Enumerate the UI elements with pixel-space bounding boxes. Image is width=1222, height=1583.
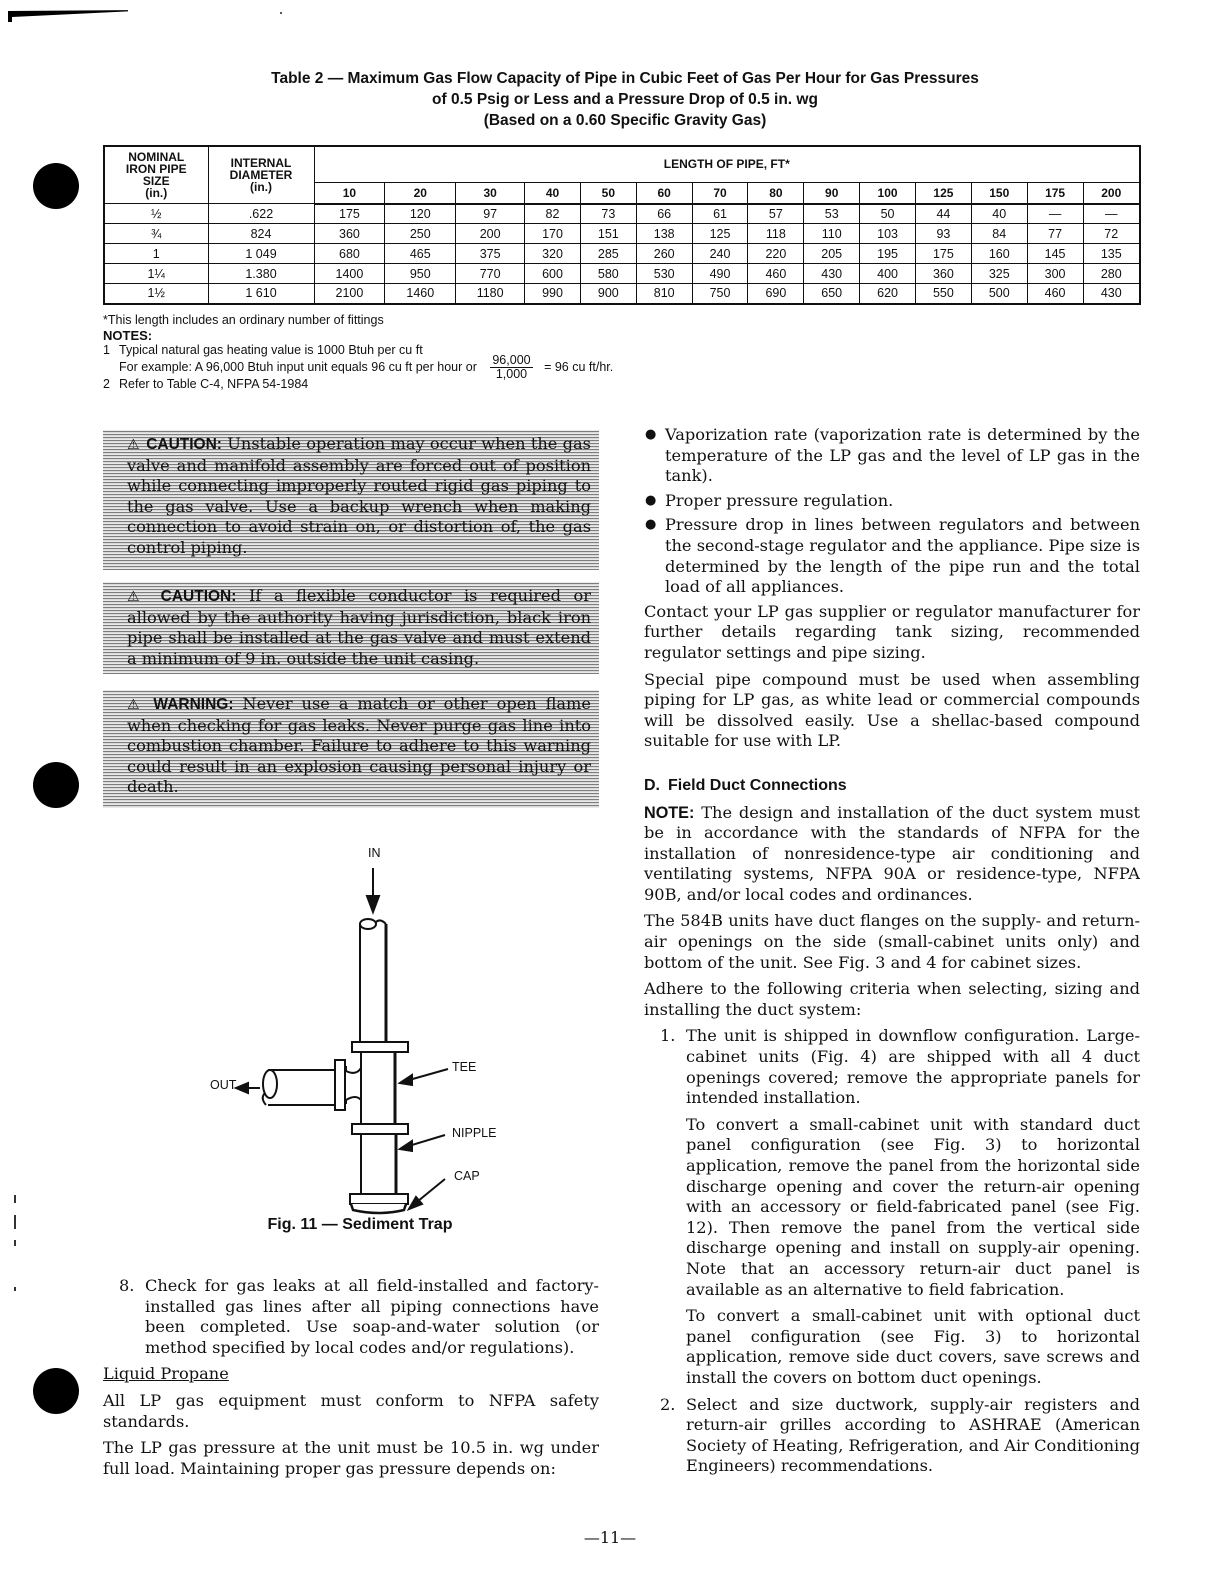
cell-capacity: 73 [580, 204, 636, 224]
header-diameter-line: INTERNAL [230, 156, 292, 170]
bullet-icon: ● [645, 517, 657, 533]
criteria-item-1 [644, 1026, 1140, 1388]
contact-paragraph: Contact your LP gas supplier or regulator manufacturer for further details regarding tank sizing, recommended regulator settings and pipe sizing. [644, 601, 1140, 662]
footnote-fittings: *This length includes an ordinary number of fittings [103, 313, 384, 327]
header-pipe-size [104, 146, 208, 204]
cell-capacity: 220 [748, 244, 804, 264]
cell-capacity: 430 [804, 264, 860, 284]
warning-label [127, 696, 234, 713]
cell-capacity: 500 [971, 284, 1027, 304]
cell-capacity: 103 [860, 224, 916, 244]
cell-capacity: 50 [860, 204, 916, 224]
table-row [104, 204, 1140, 224]
section-heading-field-duct [644, 776, 1140, 797]
cell-capacity: 66 [636, 204, 692, 224]
warning-triangle-icon: ⚠ [127, 437, 140, 453]
table-row [104, 224, 1140, 244]
note-2 [103, 377, 723, 392]
section-letter: D. [644, 776, 660, 794]
cell-capacity: 200 [456, 224, 525, 244]
cell-capacity: 260 [636, 244, 692, 264]
note-number: 1 [103, 343, 110, 357]
bullet-text: Proper pressure regulation. [665, 490, 894, 510]
fraction-denominator: 1,000 [495, 367, 528, 381]
length-col: 200 [1083, 182, 1140, 203]
label-in: IN [368, 846, 381, 860]
cell-capacity: 620 [860, 284, 916, 304]
cell-capacity: 460 [748, 264, 804, 284]
note-2-text: Refer to Table C-4, NFPA 54-1984 [119, 377, 309, 391]
cell-internal-diameter: 1 610 [208, 284, 314, 304]
section-title: Field Duct Connections [668, 776, 847, 794]
cell-capacity: 77 [1027, 224, 1083, 244]
item-number: 2. [660, 1394, 676, 1414]
cell-capacity: 93 [915, 224, 971, 244]
criteria-item-2 [644, 1395, 1140, 1477]
punch-hole-icon [33, 163, 79, 209]
bullet-item [644, 491, 1140, 512]
header-pipe-size-line: NOMINAL [128, 150, 185, 164]
scan-speck [280, 12, 282, 14]
note-1-example-text: For example: A 96,000 Btuh input unit equals 96 cu ft per hour or [119, 359, 477, 374]
length-col: 90 [804, 182, 860, 203]
cell-capacity: 550 [915, 284, 971, 304]
cell-capacity: 400 [860, 264, 916, 284]
table-row [104, 244, 1140, 264]
cell-capacity: 145 [1027, 244, 1083, 264]
cell-capacity: 1400 [314, 264, 385, 284]
cell-pipe-size: 1 [104, 244, 208, 264]
header-pipe-size-line: (in.) [145, 186, 168, 200]
table-row [104, 284, 1140, 304]
cell-capacity: 465 [385, 244, 456, 264]
warning-triangle-icon: ⚠ [127, 697, 144, 713]
caution-text: If a flexible conductor is required or allowed by the authority having jurisdiction, black iron pipe shall be installed at the gas valve and must extend a minimum of 9 in. outside the unit casing. [127, 586, 591, 668]
cell-internal-diameter: 824 [208, 224, 314, 244]
cell-capacity: 138 [636, 224, 692, 244]
warning-label-text: WARNING: [153, 696, 234, 713]
cell-capacity: 750 [692, 284, 748, 304]
step-8 [103, 1276, 599, 1358]
fraction-result: = 96 cu ft/hr. [544, 359, 614, 374]
criteria-paragraph: Adhere to the following criteria when selecting, sizing and installing the duct system: [644, 979, 1140, 1019]
item-1-sub-paragraph: To convert a small-cabinet unit with optional duct panel configuration (see Fig. 3) to horizontal application, remove side duct covers, save screws and install the covers on bottom duct openings. [686, 1306, 1140, 1387]
sediment-trap-diagram [190, 838, 530, 1218]
cell-capacity: 285 [580, 244, 636, 264]
cell-capacity: 990 [525, 284, 581, 304]
cell-capacity: 205 [804, 244, 860, 264]
cell-capacity: 57 [748, 204, 804, 224]
step-8-text: Check for gas leaks at all field-installed and factory-installed gas lines after all piping connections have been completed. Use soap-and-water solution (or method specified by local codes and/or regulations). [145, 1276, 599, 1357]
cell-capacity: 82 [525, 204, 581, 224]
caution-label-text: CAUTION: [160, 588, 237, 605]
lp-paragraph-2: The LP gas pressure at the unit must be 10.5 in. wg under full load. Maintaining proper gas pressure depends on: [103, 1438, 599, 1478]
cell-capacity: 72 [1083, 224, 1140, 244]
pipe-compound-paragraph: Special pipe compound must be used when assembling piping for LP gas, as white lead or commercial compounds will be dissolved easily. Use a shellac-based compound suitable for use with LP. [644, 669, 1140, 751]
length-col: 125 [915, 182, 971, 203]
label-out: OUT [210, 1078, 237, 1092]
table-body [104, 204, 1140, 304]
right-column-text [644, 425, 1140, 1483]
cell-capacity: 810 [636, 284, 692, 304]
left-column-text [103, 1276, 599, 1485]
table-title-line-1: Table 2 — Maximum Gas Flow Capacity of Pipe in Cubic Feet of Gas Per Hour for Gas Pressures [271, 70, 979, 87]
cell-capacity: 460 [1027, 284, 1083, 304]
cell-capacity: 360 [915, 264, 971, 284]
duct-note-paragraph [644, 803, 1140, 906]
header-diameter-line: (in.) [250, 180, 272, 194]
cell-capacity: 580 [580, 264, 636, 284]
gas-flow-table [103, 145, 1141, 305]
cell-capacity: 325 [971, 264, 1027, 284]
cell-capacity: 135 [1083, 244, 1140, 264]
item-number: 1. [660, 1026, 676, 1046]
cell-capacity: 600 [525, 264, 581, 284]
bullet-item [644, 515, 1140, 597]
length-col: 30 [456, 182, 525, 203]
scan-corner-mark [8, 10, 128, 24]
cell-capacity: 40 [971, 204, 1027, 224]
note-label: NOTE: [644, 803, 695, 822]
page-number: —11— [583, 1528, 637, 1547]
length-col: 150 [971, 182, 1027, 203]
cell-pipe-size: 1½ [104, 284, 208, 304]
cell-pipe-size: ¾ [104, 224, 208, 244]
cell-capacity: 53 [804, 204, 860, 224]
cell-capacity: 118 [748, 224, 804, 244]
length-col: 175 [1027, 182, 1083, 203]
length-col: 70 [692, 182, 748, 203]
cell-capacity: 120 [385, 204, 456, 224]
note-text: The design and installation of the duct system must be in accordance with the standards of NFPA for the installation of nonresidence-type air conditioning and ventilating systems, NFPA 90A or residence-type, NFPA 90B, and/or local codes and ordinances. [644, 802, 1140, 904]
cell-capacity: 61 [692, 204, 748, 224]
note-1 [103, 343, 723, 381]
cell-internal-diameter: 1 049 [208, 244, 314, 264]
length-col: 50 [580, 182, 636, 203]
cell-capacity: 175 [314, 204, 385, 224]
cell-capacity: 770 [456, 264, 525, 284]
cell-capacity: 84 [971, 224, 1027, 244]
length-col: 40 [525, 182, 581, 203]
cell-capacity: 430 [1083, 284, 1140, 304]
cell-capacity: 680 [314, 244, 385, 264]
cell-capacity: 160 [971, 244, 1027, 264]
label-tee: TEE [452, 1060, 477, 1074]
bullet-text: Vaporization rate (vaporization rate is determined by the temperature of the LP gas and the level of LP gas in the tank). [665, 425, 1140, 486]
length-col: 100 [860, 182, 916, 203]
bullet-item [644, 425, 1140, 487]
cell-capacity: 320 [525, 244, 581, 264]
cell-capacity: 110 [804, 224, 860, 244]
warning-text: Never use a match or other open flame when checking for gas leaks. Never purge gas line into combustion chamber. Failure to adhere to this warning could result in an explosion causing personal injury or death. [127, 694, 591, 796]
notes-title: NOTES: [103, 328, 153, 343]
label-cap: CAP [454, 1169, 480, 1183]
figure-caption: Fig. 11 — Sediment Trap [267, 1216, 453, 1233]
cell-capacity: 300 [1027, 264, 1083, 284]
table-title [100, 68, 1150, 131]
warning-box-open-flame [103, 690, 599, 808]
cell-internal-diameter: 1.380 [208, 264, 314, 284]
cell-capacity: 1180 [456, 284, 525, 304]
scan-edge-marks [14, 1195, 17, 1295]
cell-capacity: 530 [636, 264, 692, 284]
cell-capacity: 240 [692, 244, 748, 264]
header-length-of-pipe: LENGTH OF PIPE, FT* [314, 146, 1140, 182]
caution-label [127, 436, 222, 453]
item-2-text: Select and size ductwork, supply-air registers and return-air grilles according to ASHRAE (American Society of Heating, Refrigeration, and Air Conditioning Engineers) recommendations. [686, 1394, 1140, 1476]
fraction-numerator: 96,000 [492, 353, 531, 367]
cell-capacity: 170 [525, 224, 581, 244]
cell-capacity: 195 [860, 244, 916, 264]
punch-hole-icon [33, 1368, 79, 1414]
table-footnotes [103, 313, 723, 392]
cell-capacity: — [1083, 204, 1140, 224]
cell-capacity: 1460 [385, 284, 456, 304]
cell-capacity: 125 [692, 224, 748, 244]
bullet-text: Pressure drop in lines between regulators and between the second-stage regulator and the appliance. Pipe size is determined by the length of the pipe run and the total load of all appliances. [665, 515, 1140, 597]
cell-pipe-size: ½ [104, 204, 208, 224]
header-diameter-line: DIAMETER [229, 168, 293, 182]
length-col: 10 [314, 182, 385, 203]
cell-capacity: 950 [385, 264, 456, 284]
cell-capacity: 175 [915, 244, 971, 264]
cell-pipe-size: 1¼ [104, 264, 208, 284]
bullet-icon: ● [645, 492, 657, 508]
cell-capacity: 250 [385, 224, 456, 244]
cell-capacity: 690 [748, 284, 804, 304]
liquid-propane-heading: Liquid Propane [103, 1364, 229, 1384]
warning-triangle-icon: ⚠ [127, 589, 147, 605]
cell-internal-diameter: .622 [208, 204, 314, 224]
item-1-text: The unit is shipped in downflow configuration. Large-cabinet units (Fig. 4) are shipped with all 4 duct openings covered; remove the appropriate panels for intended installation. [686, 1026, 1140, 1108]
caution-text: Unstable operation may occur when the gas valve and manifold assembly are forced out of position while connecting improperly routed rigid gas piping to the gas valve. Use a backup wrench when making connection to avoid strain on, or distortion of, the gas control piping. [127, 434, 591, 557]
cell-capacity: 375 [456, 244, 525, 264]
header-internal-diameter [208, 146, 314, 204]
cell-capacity: 360 [314, 224, 385, 244]
length-col: 80 [748, 182, 804, 203]
item-1-sub-paragraph: To convert a small-cabinet unit with standard duct panel configuration (see Fig. 3) to horizontal application, remove the panel from the horizontal side discharge opening and cover the return-air opening with an accessory or field-fabricated panel (see Fig. 12). Then remove the panel from the vertical side discharge opening and install on supply-air opening. Note that an accessory return-air duct panel is available as an alternative to field fabrication. [686, 1114, 1140, 1299]
length-col: 20 [385, 182, 456, 203]
cell-capacity: — [1027, 204, 1083, 224]
cell-capacity: 97 [456, 204, 525, 224]
caution-label [127, 588, 236, 605]
length-col: 60 [636, 182, 692, 203]
table-title-line-2: of 0.5 Psig or Less and a Pressure Drop of 0.5 in. wg [432, 91, 818, 108]
cell-capacity: 900 [580, 284, 636, 304]
cell-capacity: 490 [692, 264, 748, 284]
note-number: 2 [103, 377, 110, 391]
table-title-line-3: (Based on a 0.60 Specific Gravity Gas) [483, 112, 767, 129]
punch-hole-icon [33, 762, 79, 808]
cell-capacity: 650 [804, 284, 860, 304]
caution-box-gas-valve [103, 430, 599, 570]
caution-label-text: CAUTION: [146, 436, 222, 453]
lp-paragraph-1: All LP gas equipment must conform to NFPA safety standards. [103, 1390, 599, 1431]
label-nipple: NIPPLE [452, 1126, 497, 1140]
caution-box-flexible-conductor [103, 582, 599, 674]
bullet-icon: ● [645, 427, 657, 442]
cell-capacity: 44 [915, 204, 971, 224]
step-number: 8. [119, 1276, 135, 1295]
header-pipe-size-line: SIZE [142, 174, 170, 188]
table-row [104, 264, 1140, 284]
cell-capacity: 2100 [314, 284, 385, 304]
header-pipe-size-line: IRON PIPE [125, 162, 187, 176]
cell-capacity: 151 [580, 224, 636, 244]
duct-flanges-paragraph: The 584B units have duct flanges on the supply- and return-air openings on the side (small-cabinet units only) and bottom of the unit. See Fig. 3 and 4 for cabinet sizes. [644, 911, 1140, 972]
cell-capacity: 280 [1083, 264, 1140, 284]
note-1-text: Typical natural gas heating value is 1000 Btuh per cu ft [119, 343, 423, 357]
sediment-trap-figure [190, 838, 530, 1248]
